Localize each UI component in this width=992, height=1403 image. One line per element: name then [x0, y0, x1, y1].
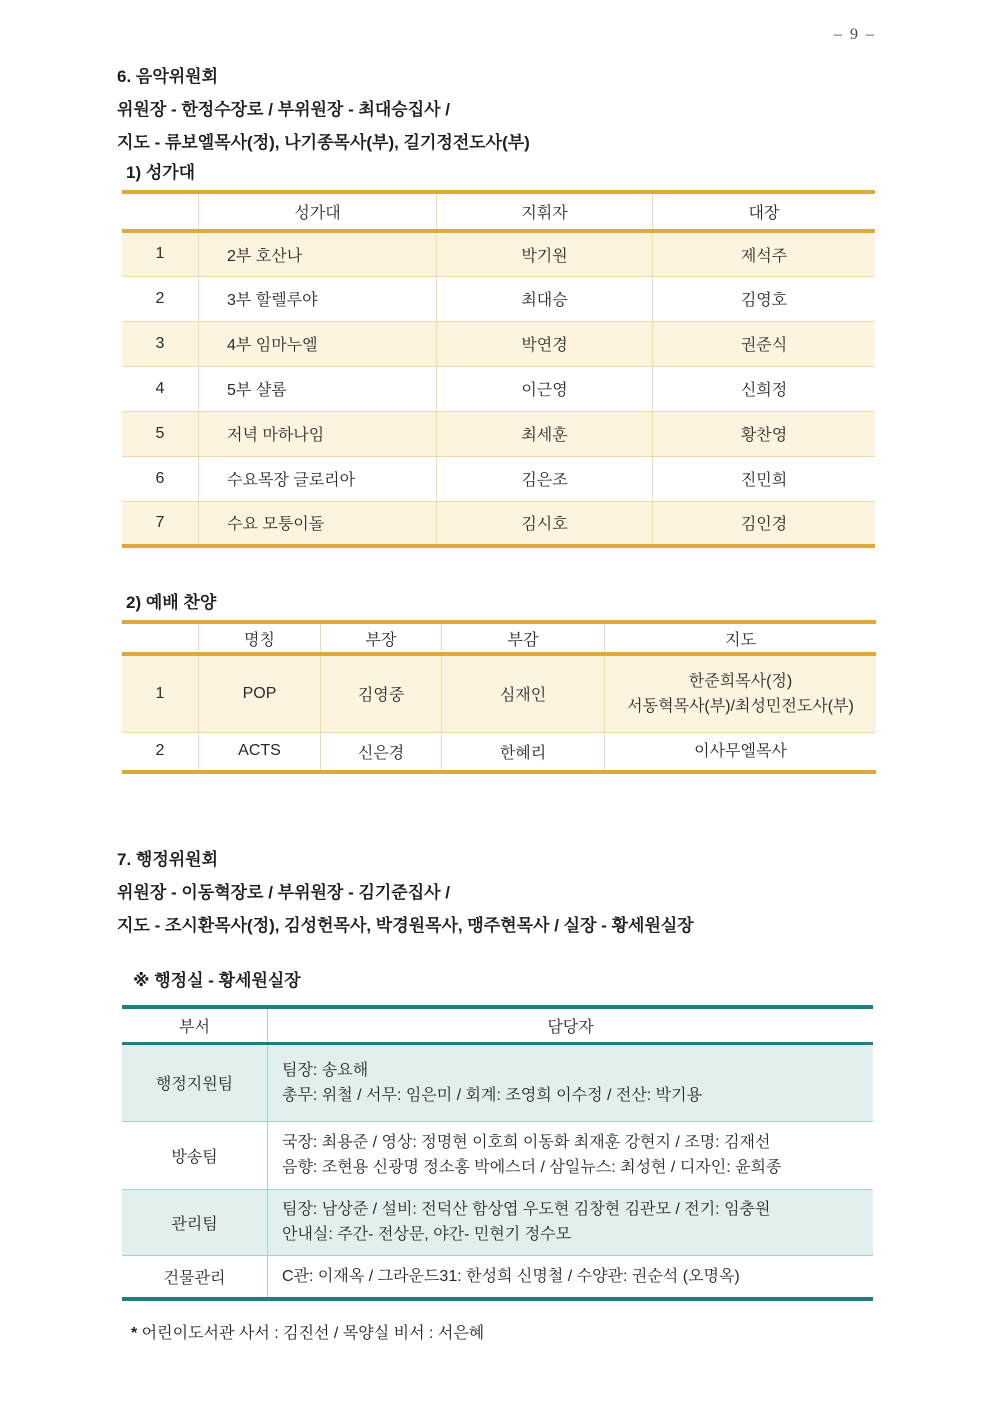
table-cell: 행정지원팀	[122, 1043, 268, 1121]
praise-table-header	[122, 622, 876, 654]
choir-table	[122, 190, 875, 548]
table-cell: 건물관리	[122, 1255, 268, 1299]
table-cell: 3부 할렐루야	[199, 276, 437, 321]
column-header	[122, 192, 199, 231]
table-cell: 제석주	[653, 231, 876, 276]
table-cell	[268, 1121, 874, 1189]
table-row	[122, 1189, 873, 1255]
column-header: 지도	[605, 622, 877, 654]
table-cell: 김영호	[653, 276, 876, 321]
column-header: 부서	[122, 1007, 268, 1043]
cell-line: 안내실: 주간- 전상문, 야간- 민현기 정수모	[282, 1226, 572, 1243]
table-cell: 최대승	[437, 276, 653, 321]
table-cell: 4부 임마누엘	[199, 321, 437, 366]
table-cell: 6	[122, 456, 199, 501]
table-cell: 2	[122, 276, 199, 321]
table-cell	[268, 1043, 874, 1121]
column-header: 지휘자	[437, 192, 653, 231]
column-header: 부장	[321, 622, 442, 654]
table-cell: 방송팀	[122, 1121, 268, 1189]
admin-table	[122, 1005, 873, 1301]
table-cell: 5부 샬롬	[199, 366, 437, 411]
header-row	[122, 1007, 873, 1043]
admin-office-subtitle: ※ 행정실 - 황세원실장	[133, 971, 301, 990]
table-cell: 권준식	[653, 321, 876, 366]
table-cell	[605, 732, 877, 772]
table-cell: 신희정	[653, 366, 876, 411]
table-row	[122, 732, 876, 772]
table-row	[122, 276, 875, 321]
table-row	[122, 411, 875, 456]
table-cell: 김인경	[653, 501, 876, 546]
table-row	[122, 501, 875, 546]
table-row	[122, 456, 875, 501]
footnote-asterisk: *	[131, 1325, 138, 1342]
table-cell: 이근영	[437, 366, 653, 411]
table-cell	[605, 654, 877, 732]
admin-table-header	[122, 1007, 873, 1043]
table-cell: 진민희	[653, 456, 876, 501]
praise-table	[122, 620, 876, 774]
cell-line: C관: 이재옥 / 그라운드31: 한성희 신명철 / 수양관: 권순석 (오명옥)	[282, 1267, 740, 1285]
table-cell: 김은조	[437, 456, 653, 501]
cell-line: 서동혁목사(부)/최성민전도사(부)	[627, 697, 854, 715]
table-cell: 2	[122, 732, 199, 772]
table-cell: 김영중	[321, 654, 442, 732]
table-cell: 박연경	[437, 321, 653, 366]
table-cell: 4	[122, 366, 199, 411]
cell-line: 팀장: 남상준 / 설비: 전덕산 함상엽 우도현 김창현 김관모 / 전기: 임충원	[282, 1201, 771, 1218]
table-cell: ACTS	[199, 732, 321, 772]
table-cell: 수요목장 글로리아	[199, 456, 437, 501]
choir-subtitle: 1) 성가대	[126, 163, 196, 182]
praise-table-body	[122, 654, 876, 772]
table-cell: 7	[122, 501, 199, 546]
table-row	[122, 1255, 873, 1299]
table-row	[122, 654, 876, 732]
cell-line: 팀장: 송요해	[282, 1061, 369, 1079]
choir-table-header	[122, 192, 875, 231]
table-row	[122, 321, 875, 366]
table-cell: 신은경	[321, 732, 442, 772]
cell-line: 국장: 최용준 / 영상: 정명현 이호희 이동화 최재훈 강현지 / 조명: 김재선	[282, 1134, 771, 1151]
section6-guide-line: 지도 - 류보엘목사(정), 나기종목사(부), 길기정전도사(부)	[117, 133, 530, 152]
section6-chair-line: 위원장 - 한정수장로 / 부위원장 - 최대승집사 /	[117, 100, 451, 119]
table-row	[122, 231, 875, 276]
table-cell: POP	[199, 654, 321, 732]
column-header: 담당자	[268, 1007, 874, 1043]
column-header: 대장	[653, 192, 876, 231]
section7-guide-line: 지도 - 조시환목사(정), 김성헌목사, 박경원목사, 맹주현목사 / 실장 - 황세원실장	[117, 916, 694, 935]
column-header: 부감	[442, 622, 605, 654]
table-cell: 한혜리	[442, 732, 605, 772]
table-cell: 황찬영	[653, 411, 876, 456]
table-row	[122, 1121, 873, 1189]
praise-subtitle: 2) 예배 찬양	[126, 593, 217, 612]
table-cell: 저녁 마하나임	[199, 411, 437, 456]
table-cell: 박기원	[437, 231, 653, 276]
table-cell: 5	[122, 411, 199, 456]
table-cell	[268, 1189, 874, 1255]
header-row	[122, 622, 876, 654]
cell-line: 총무: 위철 / 서무: 임은미 / 회계: 조영희 이수정 / 전산: 박기용	[282, 1086, 703, 1104]
table-cell: 3	[122, 321, 199, 366]
cell-line: 이사무엘목사	[694, 742, 787, 760]
table-cell	[268, 1255, 874, 1299]
cell-line: 한준희목사(정)	[688, 672, 793, 690]
section6-title: 6. 음악위원회	[117, 67, 219, 86]
table-cell: 최세훈	[437, 411, 653, 456]
table-cell: 1	[122, 231, 199, 276]
table-cell: 수요 모퉁이돌	[199, 501, 437, 546]
table-cell: 2부 호산나	[199, 231, 437, 276]
table-row	[122, 1043, 873, 1121]
page-number: – 9 –	[834, 26, 876, 43]
column-header: 명칭	[199, 622, 321, 654]
section7-chair-line: 위원장 - 이동혁장로 / 부위원장 - 김기준집사 /	[117, 883, 451, 902]
footnote-text: 어린이도서관 사서 : 김진선 / 목양실 비서 : 서은혜	[137, 1325, 485, 1342]
header-row	[122, 192, 875, 231]
choir-table-body	[122, 231, 875, 546]
column-header: 성가대	[199, 192, 437, 231]
table-row	[122, 366, 875, 411]
cell-line: 음향: 조현용 신광명 정소홍 박에스더 / 삼일뉴스: 최성현 / 디자인: 윤희종	[282, 1159, 782, 1176]
table-cell: 김시호	[437, 501, 653, 546]
table-cell: 심재인	[442, 654, 605, 732]
column-header	[122, 622, 199, 654]
section7-title: 7. 행정위원회	[117, 850, 219, 869]
library-footnote	[131, 1320, 484, 1343]
table-cell: 관리팀	[122, 1189, 268, 1255]
admin-table-body	[122, 1043, 873, 1299]
table-cell: 1	[122, 654, 199, 732]
